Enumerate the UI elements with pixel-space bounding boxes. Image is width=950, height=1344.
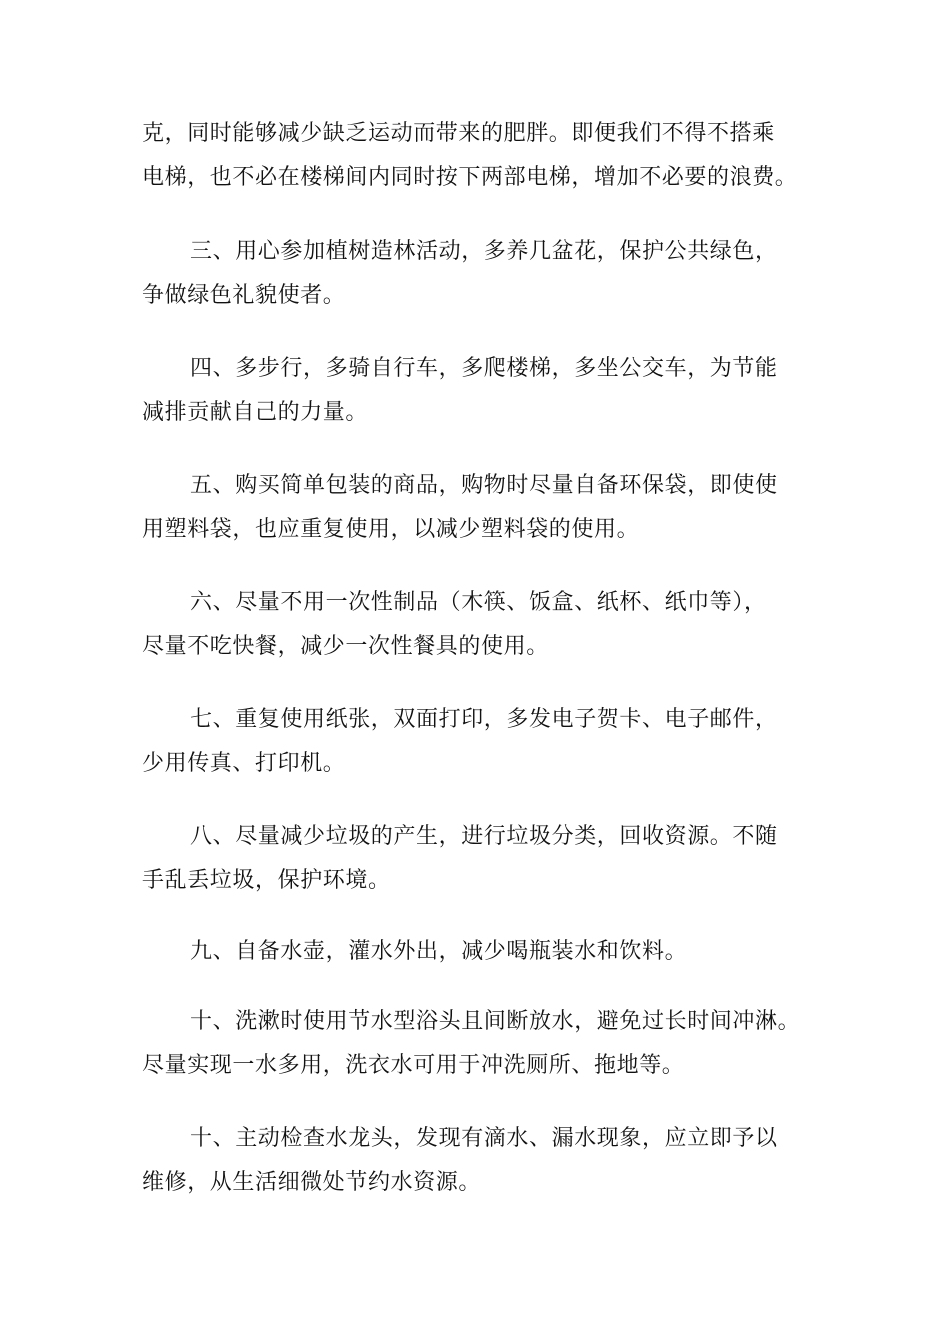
paragraph-item-11 <box>142 1117 832 1205</box>
paragraph-line: 争做绿色礼貌使者。 <box>142 283 346 308</box>
paragraph-item-7 <box>142 698 832 786</box>
paragraph-continuation <box>142 112 832 200</box>
paragraph-item-6 <box>142 581 832 669</box>
paragraph-item-9 <box>142 930 832 974</box>
paragraph-line: 手乱丢垃圾，保护环境。 <box>142 868 391 893</box>
paragraph-line: 三、用心参加植树造林活动，多养几盆花，保护公共绿色， <box>190 239 778 264</box>
paragraph-item-4 <box>142 347 832 435</box>
paragraph-line: 尽量不吃快餐，减少一次性餐具的使用。 <box>142 634 549 659</box>
paragraph-line: 六、尽量不用一次性制品（木筷、饭盒、纸杯、纸巾等）， <box>190 590 767 615</box>
paragraph-line: 用塑料袋，也应重复使用，以减少塑料袋的使用。 <box>142 517 640 542</box>
paragraph-line: 克，同时能够减少缺乏运动而带来的肥胖。即便我们不得不搭乘 <box>142 121 775 146</box>
paragraph-line: 维修，从生活细微处节约水资源。 <box>142 1170 482 1195</box>
paragraph-line: 九、自备水壶，灌水外出，减少喝瓶装水和饮料。 <box>190 939 688 964</box>
paragraph-line: 电梯，也不必在楼梯间内同时按下两部电梯，增加不必要的浪费。 <box>142 165 798 190</box>
paragraph-item-5 <box>142 464 832 552</box>
paragraph-item-10 <box>142 1000 832 1088</box>
paragraph-line: 四、多步行，多骑自行车，多爬楼梯，多坐公交车，为节能 <box>190 356 778 381</box>
paragraph-line: 五、购买简单包装的商品，购物时尽量自备环保袋，即使使 <box>190 473 778 498</box>
paragraph-item-8 <box>142 815 832 903</box>
paragraph-line: 少用传真、打印机。 <box>142 751 346 776</box>
paragraph-line: 八、尽量减少垃圾的产生，进行垃圾分类，回收资源。不随 <box>190 824 778 849</box>
paragraph-line: 七、重复使用纸张，双面打印，多发电子贺卡、电子邮件， <box>190 707 778 732</box>
paragraph-line: 十、主动检查水龙头，发现有滴水、漏水现象，应立即予以 <box>190 1126 778 1151</box>
paragraph-line: 减排贡献自己的力量。 <box>142 400 369 425</box>
paragraph-item-3 <box>142 230 832 318</box>
paragraph-line: 尽量实现一水多用，洗衣水可用于冲洗厕所、拖地等。 <box>142 1053 685 1078</box>
paragraph-line: 十、洗漱时使用节水型浴头且间断放水，避免过长时间冲淋。 <box>190 1009 801 1034</box>
